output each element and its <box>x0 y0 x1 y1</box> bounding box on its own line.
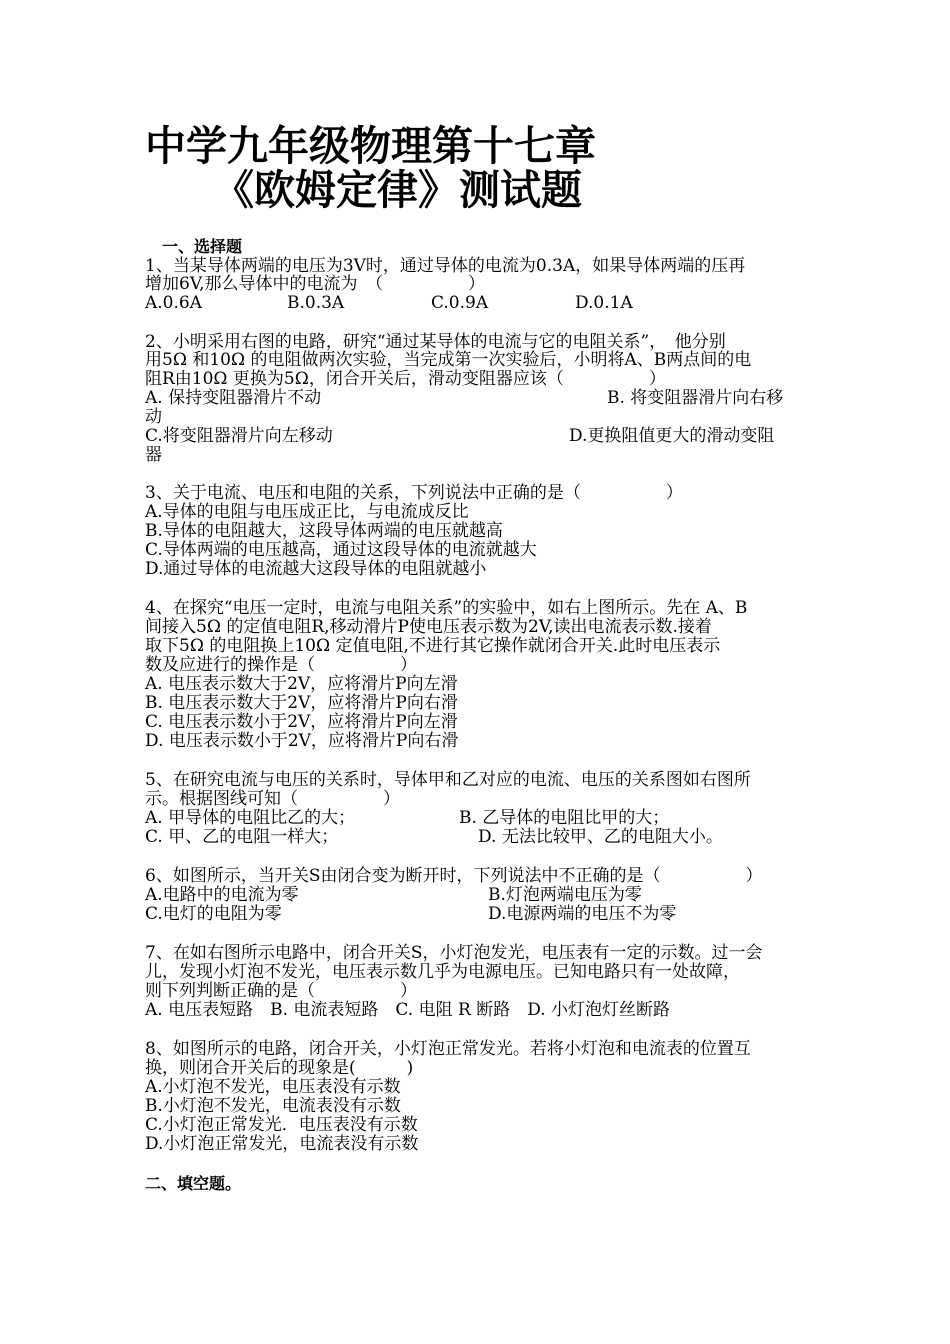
question-1-stem: 1、当某导体两端的电压为3V时，通过导体的电流为0.3A，如果导体两端的压再 <box>145 256 746 276</box>
question-6-option-d: D.电源两端的电压不为零 <box>488 904 677 924</box>
question-5-option-a: A. 甲导体的电阻比乙的大； <box>145 808 356 828</box>
question-5-option-b: B. 乙导体的电阻比甲的大； <box>459 808 670 828</box>
question-7-stem: 7、在如右图所示电路中，闭合开关S，小灯泡发光，电压表有一定的示数。过一会 <box>145 943 763 963</box>
question-2-stem: 2、小明采用右图的电路，研究“通过某导体的电流与它的电阻关系”， 他分别 <box>145 332 726 352</box>
question-2-stem: 用5Ω 和10Ω 的电阻做两次实验，当完成第一次实验后，小明将A、B两点间的电 <box>145 350 752 370</box>
question-6-option-a: A.电路中的电流为零 <box>145 885 299 905</box>
question-4-stem: 间接入5Ω 的定值电阻R,移动滑片P使电压表示数为2V,读出电流表示数.接着 <box>145 617 712 637</box>
question-4-option-b: B. 电压表示数大于2V，应将滑片P向右滑 <box>145 693 458 713</box>
question-4-stem: 取下5Ω 的电阻换上10Ω 定值电阻,不进行其它操作就闭合开关.此时电压表示 <box>145 636 721 656</box>
question-6-stem: 6、如图所示，当开关S由闭合变为断开时，下列说法中不正确的是（ ） <box>145 866 763 886</box>
question-2-option-d-wrap: 器 <box>145 445 162 465</box>
question-8-option-a: A.小灯泡不发光，电压表没有示数 <box>145 1077 401 1097</box>
question-3-stem: 3、关于电流、电压和电阻的关系，下列说法中正确的是（ ） <box>145 483 683 503</box>
section-heading-fill-in: 二、填空题。 <box>145 1174 242 1193</box>
question-5-stem: 5、在研究电流与电压的关系时，导体甲和乙对应的电流、电压的关系图如右图所 <box>145 770 751 790</box>
question-1-option-b: B.0.3A <box>287 293 345 313</box>
question-2-option-d: D.更换阻值更大的滑动变阻 <box>569 426 775 446</box>
question-1-option-a: A.0.6A <box>145 293 202 313</box>
question-2-option-b-wrap: 动 <box>145 407 162 427</box>
question-7-options: A. 电压表短路 B. 电流表短路 C. 电阻 R 断路 D. 小灯泡灯丝断路 <box>145 1000 671 1020</box>
question-2-option-c: C.将变阻器滑片向左移动 <box>145 426 333 446</box>
question-8-stem: 8、如图所示的电路，闭合开关，小灯泡正常发光。若将小灯泡和电流表的位置互 <box>145 1039 751 1059</box>
question-2-option-b: B. 将变阻器滑片向右移 <box>607 388 784 408</box>
question-5-option-d: D. 无法比较甲、乙的电阻大小。 <box>478 827 723 847</box>
question-4-option-d: D. 电压表示数小于2V，应将滑片P向右滑 <box>145 731 459 751</box>
page-subtitle: 《欧姆定律》测试题 <box>213 166 582 214</box>
page-title: 中学九年级物理第十七章 <box>145 122 596 170</box>
question-4-option-a: A. 电压表示数大于2V，应将滑片P向左滑 <box>145 674 458 694</box>
question-8-option-c: C.小灯泡正常发光．电压表没有示数 <box>145 1115 418 1135</box>
question-7-stem: 则下列判断正确的是（ ） <box>145 981 417 1001</box>
section-heading-choice: 一、选择题 <box>162 237 243 256</box>
question-1-stem: 增加6V,那么导体中的电流为 （ ） <box>145 274 486 294</box>
question-3-option-d: D.通过导体的电流越大这段导体的电阻就越小 <box>145 559 487 579</box>
question-6-option-b: B.灯泡两端电压为零 <box>488 885 642 905</box>
question-8-option-b: B.小灯泡不发光，电流表没有示数 <box>145 1096 401 1116</box>
question-1-option-c: C.0.9A <box>431 293 489 313</box>
question-5-stem: 示。根据图线可知（ ） <box>145 789 400 809</box>
question-3-option-a: A.导体的电阻与电压成正比，与电流成反比 <box>145 502 469 522</box>
question-4-stem: 4、在探究“电压一定时，电流与电阻关系”的实验中，如右上图所示。先在 A、B <box>145 598 748 618</box>
question-4-option-c: C. 电压表示数小于2V，应将滑片P向左滑 <box>145 712 458 732</box>
question-5-option-c: C. 甲、乙的电阻一样大； <box>145 827 339 847</box>
question-1-option-d: D.0.1A <box>575 293 633 313</box>
question-2-option-a: A. 保持变阻器滑片不动 <box>145 388 322 408</box>
question-6-option-c: C.电灯的电阻为零 <box>145 904 282 924</box>
question-3-option-b: B.导体的电阻越大，这段导体两端的电压就越高 <box>145 521 503 541</box>
question-8-stem: 换，则闭合开关后的现象是( ) <box>145 1058 414 1078</box>
question-2-stem: 阻R由10Ω 更换为5Ω，闭合开关后，滑动变阻器应该（ ） <box>145 369 666 389</box>
question-7-stem: 儿，发现小灯泡不发光，电压表示数几乎为电源电压。已知电路只有一处故障， <box>145 962 740 982</box>
question-8-option-d: D.小灯泡正常发光，电流表没有示数 <box>145 1134 419 1154</box>
question-3-option-c: C.导体两端的电压越高，通过这段导体的电流就越大 <box>145 540 537 560</box>
question-4-stem: 数及应进行的操作是（ ） <box>145 655 417 675</box>
